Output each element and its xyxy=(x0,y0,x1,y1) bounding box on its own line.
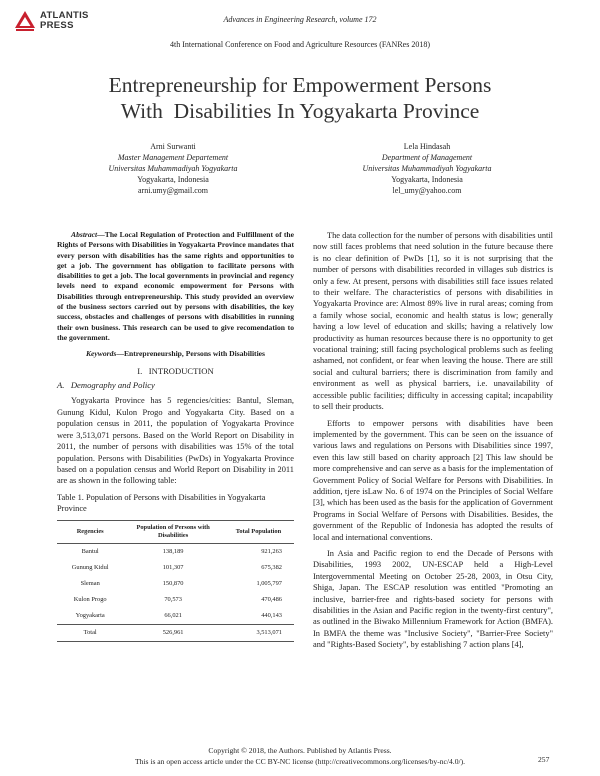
table-cell: 440,143 xyxy=(261,611,282,619)
series-header: Advances in Engineering Research, volume 172 xyxy=(223,15,377,24)
column-header-pwd-population: Population of Persons with Disabilities xyxy=(123,520,223,543)
table-cell: 675,382 xyxy=(261,563,282,571)
body-paragraph: Efforts to empower persons with disabilities have been implemented by the government. This can be seen on the issuance of various laws and regulations on Persons with Disabilities since 1997, even this law still based on charity approach [2] This law should be more comprehensive and can serve as a basis for the implementation of Government Policy of Social Welfare for Persons with Disabilities. In addition, tjere isLaw No. 6 of 1974 on the Principles of Social Welfare [3], which has been used as the basis for the application of Government Programs in Social Welfare of Persons with Disabilities. Besides, the government of the Republic of Indonesia has adopted the results of local and international conventions. xyxy=(313,418,553,542)
population-table xyxy=(57,520,294,642)
body-paragraph: In Asia and Pacific region to end the Decade of Persons with Disabilities, 1993 2002, UN-ESCAP held a High-Level Intergovernmental Meeting on October 25-28, 2003, in Otsu City, Shiga, Japan. The ESCAP resolution was entitled "Promoting an inclusive, barrier-free and rights-based society for persons with disabilities in the Asian and Pacific region in the twenty-first century", as outlined in the Biwako Millennium Framework for Action (BMFA). In BMFA the theme was "Inclusive Society", "Barrier-Free Society" and "Rights-Based Society", by establishing 7 action plans [4], xyxy=(313,548,553,650)
license-notice[interactable]: This is an open access article under the CC BY-NC license (http://creativecommons.org/licenses/by-nc/4.0/). xyxy=(134,757,466,766)
author-position: Master Management Departement xyxy=(117,153,229,162)
author-location: Yogyakarta, Indonesia xyxy=(137,175,209,184)
table-cell: 470,486 xyxy=(261,595,282,603)
title-line-2: With Disabilities In Yogyakarta Province xyxy=(120,99,480,123)
keywords-label: Keywords xyxy=(85,349,117,359)
table-cell: Kulon Progo xyxy=(73,595,107,603)
page-number: 257 xyxy=(538,755,550,764)
author-location: Yogyakarta, Indonesia xyxy=(391,175,463,184)
table-cell: Total xyxy=(57,624,123,641)
table-cell: 1,005,797 xyxy=(256,579,282,587)
author-position: Department of Management xyxy=(381,153,473,162)
keywords xyxy=(57,348,294,359)
abstract-heading: Abstract xyxy=(71,230,98,239)
author-name: Lela Hindasah xyxy=(403,142,451,151)
page-footer xyxy=(0,745,600,767)
table-cell: Gunung Kidul xyxy=(71,563,109,571)
keywords-text: —Entrepreneurship, Persons with Disabilities xyxy=(116,349,266,359)
left-column xyxy=(57,230,294,642)
author-name: Arni Surwanti xyxy=(150,142,196,151)
column-header-regencies: Regencies xyxy=(57,520,123,543)
table-total-row xyxy=(57,624,294,641)
table-header-row xyxy=(57,520,294,543)
table-cell: Yogyakarta xyxy=(75,611,105,619)
body-paragraph: The data collection for the number of persons with disabilities until now still faces problems that need solution in the future because there is no clear definition of PwDs [1], so it is not surprising that the number of persons with disabilities recorded in villages sub districs is only a few. At present, persons with disabilities still face issues related to their welfare. The characteristics of persons with disabilities in Yogyakarta Province are: Almost 89% live in rural areas; coming from a family whose social, economic and health status is low; generally having a low level of education and skills; having a relatively low productivity as human resources because there is no opportunity to get vocational training; still facing psychological problems such as feeling ashamed, not confident, or fear when leaving the house. There are still social and cultural barriers; there is discrimination from family and environment as well as physical barriers, i.e. unavailability of accessible public facilities; difficulty in accessing capital; incapability to sell their products. xyxy=(313,231,553,412)
table-cell: 150,870 xyxy=(162,579,184,587)
logo-line-2: PRESS xyxy=(40,20,74,31)
table-cell: Sleman xyxy=(80,579,100,587)
abstract xyxy=(57,230,294,343)
table-cell: 101,307 xyxy=(162,563,184,571)
logo-line-1: ATLANTIS xyxy=(40,10,89,21)
author-affiliation: Universitas Muhammadiyah Yogyakarta xyxy=(108,164,238,173)
table-cell: 3,513,071 xyxy=(223,624,294,641)
abstract-text: —The Local Regulation of Protection and Fulfillment of the Rights of Persons with Disabilities in Yogyakarta Province mandates that every person with disabilities has the same rights and opportunities to get a job. The government has obligation to facilitate persons with disabilities to get a job. The local governments in provincial and regency levels need to expand economic empowerment for Persons with Disabilities through entrepreneurship. This study provided an overview of the business sectors carried out by persons with disabilities, the key success, obstacles and challenges of persons with disabilities in running their own business. This research can be used to give recomendation to the government. xyxy=(57,230,294,342)
table-cell: 526,961 xyxy=(123,624,223,641)
table-cell: 138,189 xyxy=(162,547,184,555)
table-cell: 66,021 xyxy=(164,611,182,619)
title-line-1: Entrepreneurship for Empowerment Persons xyxy=(108,73,492,97)
section-heading-introduction: I. INTRODUCTION xyxy=(137,365,214,376)
table-row xyxy=(57,543,294,560)
author-block-1 xyxy=(73,141,273,196)
table-row xyxy=(57,560,294,576)
table-caption: Table 1. Population of Persons with Disabilities in Yogyakarta Province xyxy=(57,492,266,513)
paper-title xyxy=(40,72,560,124)
copyright-notice: Copyright © 2018, the Authors. Published by Atlantis Press. xyxy=(208,746,392,755)
author-email[interactable]: arni.umy@gmail.com xyxy=(137,186,209,195)
table-row xyxy=(57,608,294,625)
author-affiliation: Universitas Muhammadiyah Yogyakarta xyxy=(362,164,492,173)
table-row xyxy=(57,592,294,608)
right-column xyxy=(313,230,553,656)
conference-header: 4th International Conference on Food and Agriculture Resources (FANRes 2018) xyxy=(169,40,430,49)
author-email[interactable]: lel_umy@yahoo.com xyxy=(392,186,462,195)
author-block-2 xyxy=(327,141,527,196)
table-cell: Bantul xyxy=(81,547,99,555)
table-cell: 70,573 xyxy=(164,595,182,603)
table-row xyxy=(57,576,294,592)
intro-paragraph: Yogyakarta Province has 5 regencies/cities: Bantul, Sleman, Gunung Kidul, Kulon Progo and Yogyakarta City. Based on a population census in 2011, the population of Yogyakarta Province were 3,513,071 persons. Based on the World Report on Disability in 2011, the number of persons with disabilities was 15% of the total population. Persons with Disabilities (PwDs) in Yogyakarta Province based on a population census and World Report on Disability in 2011 are as shown in the following table: xyxy=(57,396,294,486)
subsection-heading-demography: A. Demography and Policy xyxy=(57,380,155,391)
column-header-total-population: Total Population xyxy=(223,520,294,543)
table-cell: 921,263 xyxy=(261,547,282,555)
